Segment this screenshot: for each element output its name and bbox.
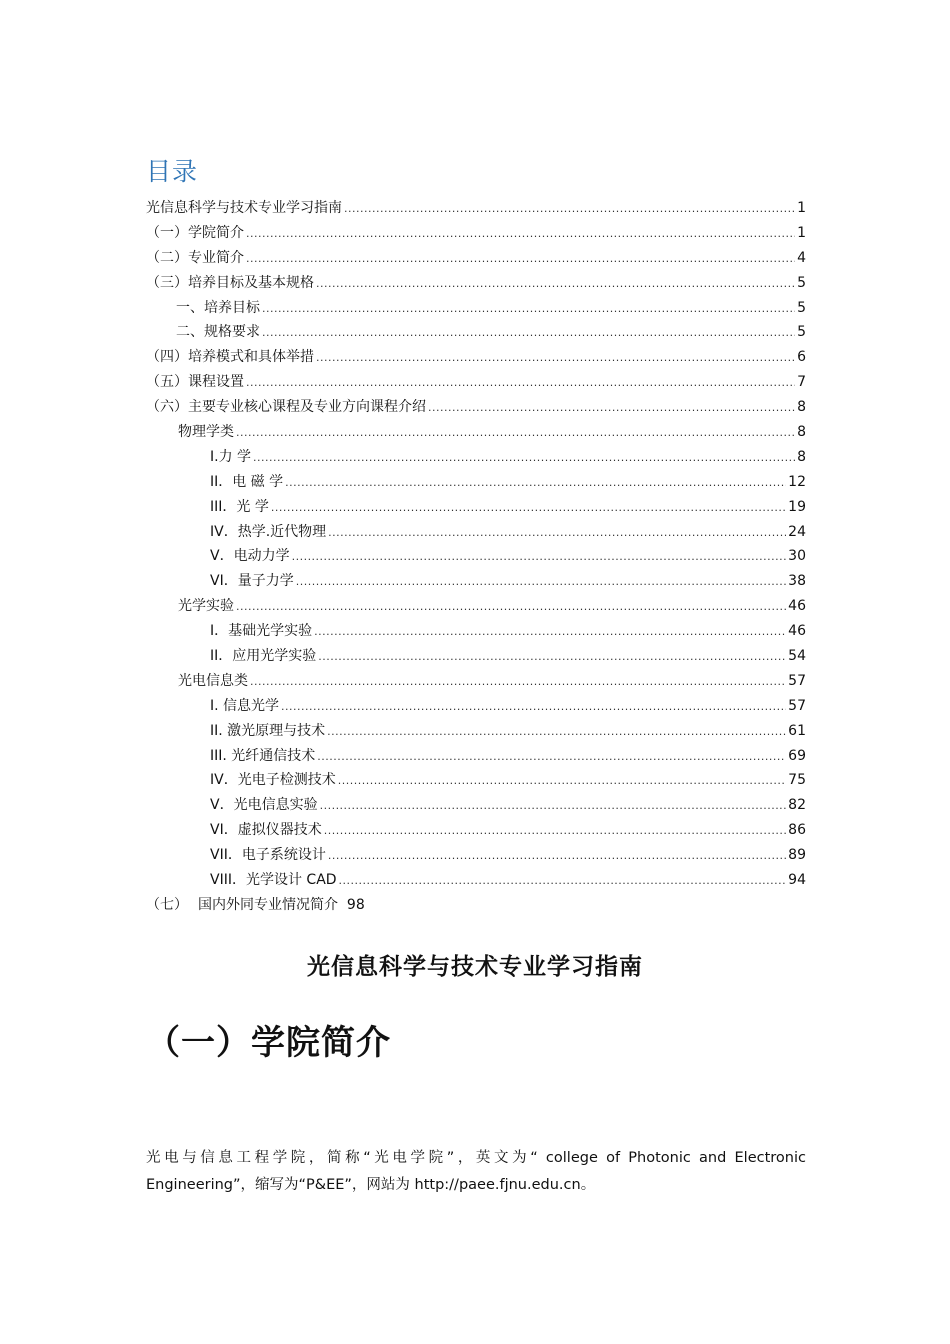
toc-entry-text: （六）主要专业核心课程及专业方向课程介绍 (146, 399, 426, 416)
toc-leader-dots (344, 197, 795, 222)
toc-leader-dots (262, 321, 795, 346)
toc-entry-page: 57 (788, 672, 806, 689)
toc-leader-dots (236, 595, 786, 620)
toc-entry-last-label: （七） (146, 897, 188, 913)
toc-leader-dots (296, 570, 786, 595)
toc-entry[interactable] (146, 296, 806, 321)
toc-leader-dots (327, 720, 786, 745)
toc-entry-text: II．应用光学实验 (210, 648, 317, 665)
toc-entry[interactable] (146, 420, 806, 445)
toc-leader-dots (246, 371, 795, 396)
toc-entry-page: 38 (788, 573, 806, 590)
toc-entry-text: V．光电信息实验 (210, 797, 318, 814)
toc-entry-page: 61 (788, 722, 806, 739)
toc-entry-page: 24 (788, 523, 806, 540)
toc-entry-text: VI．虚拟仪器技术 (210, 822, 322, 839)
toc-entry[interactable] (146, 793, 806, 818)
toc-entry[interactable] (146, 694, 806, 719)
toc-entry-text: II．电 磁 学 (210, 473, 284, 490)
toc-entry-text: III. 光纤通信技术 (210, 747, 316, 764)
toc-entry-page: 4 (797, 249, 806, 266)
toc-entry-page: 8 (797, 424, 806, 441)
toc-entry-page: 57 (788, 697, 806, 714)
toc-entry-text: （五）课程设置 (146, 374, 244, 391)
toc-entry-page: 46 (788, 598, 806, 615)
toc-entry-text: 光电信息类 (178, 672, 248, 689)
toc-entry[interactable] (146, 470, 806, 495)
toc-entry-text: 一、培养目标 (176, 299, 260, 316)
toc-entry[interactable] (146, 395, 806, 420)
toc-entry-text: （三）培养目标及基本规格 (146, 274, 314, 291)
toc-leader-dots (324, 819, 786, 844)
toc-entry-text: I.力 学 (210, 448, 252, 465)
toc-entry-page: 8 (797, 399, 806, 416)
toc-entry[interactable] (146, 719, 806, 744)
toc-leader-dots (316, 346, 795, 371)
toc-leader-dots (314, 620, 786, 645)
toc-entry[interactable] (146, 221, 806, 246)
toc-entry-page: 1 (797, 200, 806, 216)
toc-leader-dots (320, 794, 787, 819)
toc-entry-page: 54 (788, 648, 806, 665)
toc-entry[interactable] (146, 520, 806, 545)
toc-entry[interactable] (146, 818, 806, 843)
toc-entry-text: 二、规格要求 (176, 324, 260, 341)
toc-entry-page: 5 (797, 274, 806, 291)
toc-entry-text: I．基础光学实验 (210, 623, 313, 640)
toc-entry-text: VII．电子系统设计 (210, 847, 326, 864)
toc-leader-dots (339, 869, 787, 894)
toc-entry[interactable] (146, 320, 806, 345)
toc-entry-text: V．电动力学 (210, 548, 290, 565)
toc-entry[interactable] (146, 644, 806, 669)
toc-entry-text: I. 信息光学 (210, 697, 280, 714)
toc-entry-last-text: 国内外同专业情况简介 (198, 897, 338, 913)
toc-entry[interactable] (146, 246, 806, 271)
toc-entry-page: 82 (788, 797, 806, 814)
toc-entry[interactable] (146, 495, 806, 520)
toc-entry-page: 6 (797, 349, 806, 366)
toc-heading: 目录 (146, 157, 199, 186)
toc-entry-page: 5 (797, 324, 806, 341)
toc-entry[interactable] (146, 619, 806, 644)
toc-entry-text: （一）学院简介 (146, 224, 244, 241)
toc-entry-text: （四）培养模式和具体举措 (146, 349, 314, 366)
toc-entry-page: 5 (797, 299, 806, 316)
toc-entry-text: III．光 学 (210, 498, 269, 515)
toc-leader-dots (328, 844, 786, 869)
toc-entry-page: 94 (788, 872, 806, 889)
toc-entry-text: II. 激光原理与技术 (210, 722, 326, 739)
toc-entry-page: 7 (797, 374, 806, 391)
toc-leader-dots (338, 769, 786, 794)
intro-paragraph: 光电与信息工程学院，简称“光电学院”，英文为“ college of Photonic and Electronic Engineering”，缩写为“P&EE”，网站为 http://paee.fjnu.edu.cn。 (146, 1150, 806, 1193)
toc-entry[interactable] (146, 669, 806, 694)
toc-leader-dots (285, 471, 786, 496)
toc-entry-text: （二）专业简介 (146, 249, 244, 266)
toc-leader-dots (246, 247, 795, 272)
table-of-contents (146, 196, 806, 893)
toc-leader-dots (253, 446, 795, 471)
toc-entry-page: 8 (797, 448, 806, 465)
toc-entry[interactable] (146, 868, 806, 893)
toc-entry[interactable] (146, 196, 806, 221)
toc-entry[interactable] (146, 569, 806, 594)
toc-entry-page: 12 (788, 473, 806, 490)
toc-entry-text: IV．热学.近代物理 (210, 523, 327, 540)
toc-leader-dots (262, 297, 795, 322)
toc-entry-page: 46 (788, 623, 806, 640)
toc-entry[interactable] (146, 370, 806, 395)
toc-entry-text: VIII．光学设计 CAD (210, 872, 337, 889)
toc-entry[interactable] (146, 345, 806, 370)
toc-entry-page: 86 (788, 822, 806, 839)
toc-entry-page: 1 (797, 224, 806, 241)
toc-entry-text: 光学实验 (178, 598, 234, 615)
toc-entry[interactable] (146, 744, 806, 769)
toc-entry-text: 光信息科学与技术专业学习指南 (146, 200, 342, 216)
toc-entry[interactable] (146, 271, 806, 296)
toc-leader-dots (271, 496, 786, 521)
toc-leader-dots (281, 695, 786, 720)
document-title: 光信息科学与技术专业学习指南 (307, 954, 643, 980)
toc-leader-dots (236, 421, 795, 446)
toc-leader-dots (317, 745, 786, 770)
toc-entry-text: VI．量子力学 (210, 573, 294, 590)
toc-leader-dots (250, 670, 786, 695)
toc-leader-dots (246, 222, 795, 247)
toc-entry-page: 19 (788, 498, 806, 515)
toc-entry-text: IV．光电子检测技术 (210, 772, 336, 789)
toc-leader-dots (428, 396, 795, 421)
toc-leader-dots (316, 272, 795, 297)
toc-entry-page: 89 (788, 847, 806, 864)
toc-leader-dots (328, 521, 786, 546)
toc-entry-page: 69 (788, 747, 806, 764)
toc-entry-page: 75 (788, 772, 806, 789)
toc-entry-last[interactable] (146, 893, 365, 917)
toc-entry-page: 30 (788, 548, 806, 565)
toc-entry[interactable] (146, 594, 806, 619)
toc-entry-text: 物理学类 (178, 424, 234, 441)
toc-entry-last-page: 98 (346, 897, 365, 913)
toc-entry[interactable] (146, 843, 806, 868)
toc-entry[interactable] (146, 445, 806, 470)
toc-entry[interactable] (146, 544, 806, 569)
section-heading: （一）学院简介 (146, 1023, 391, 1063)
toc-entry[interactable] (146, 768, 806, 793)
toc-leader-dots (292, 545, 787, 570)
toc-leader-dots (318, 645, 786, 670)
